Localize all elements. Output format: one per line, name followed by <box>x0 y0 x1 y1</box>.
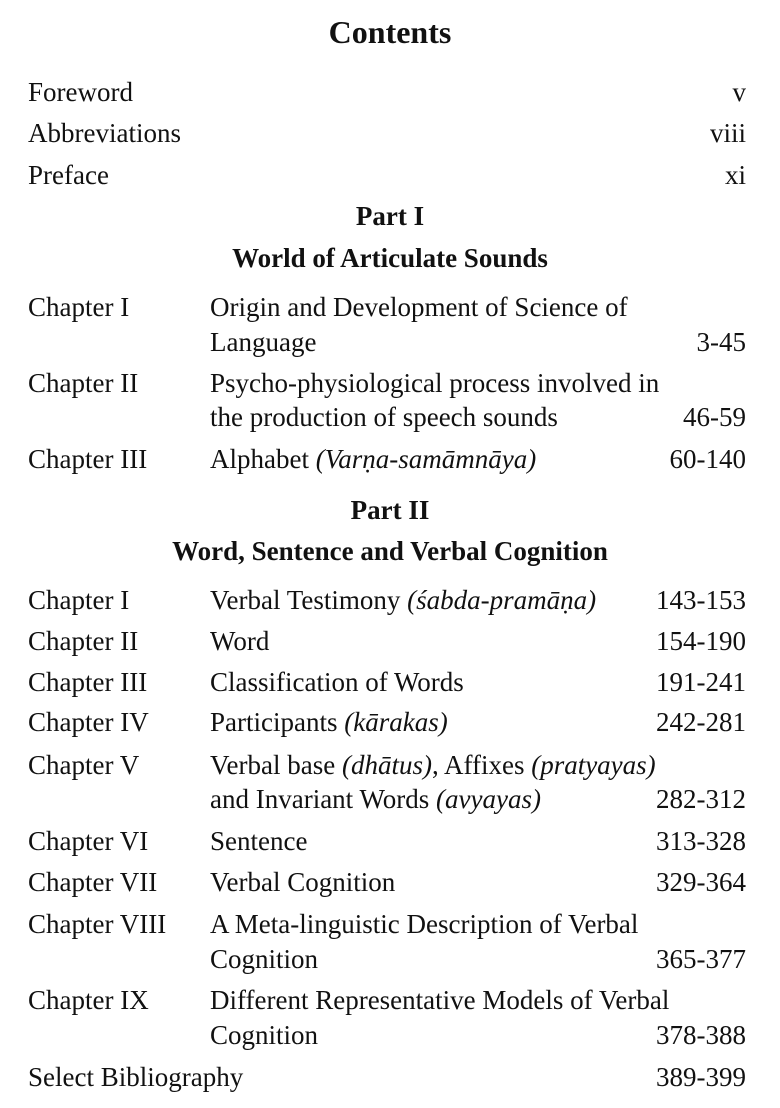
title-italic: (śabda-pramāṇa) <box>407 585 597 615</box>
title-text: , Affixes <box>431 750 532 780</box>
title-italic: (kārakas) <box>344 707 448 737</box>
chapter-label: Chapter IV <box>28 707 149 737</box>
chapter-pages: 3-45 <box>696 327 746 357</box>
chapter-pages: 329-364 <box>656 867 746 897</box>
chapter-pages: 282-312 <box>656 784 746 814</box>
chapter-title-cont <box>210 783 541 815</box>
chapter-title: Origin and Development of Science of <box>210 292 628 322</box>
title-text: Verbal Testimony <box>210 585 408 615</box>
chapter-pages: 60-140 <box>669 444 746 474</box>
title-text: Participants <box>210 707 345 737</box>
chapter-title: Verbal Cognition <box>210 867 396 897</box>
chapter-title: Different Representative Models of Verbal <box>210 985 670 1015</box>
chapter-title <box>210 749 656 781</box>
chapter-label: Chapter VI <box>28 826 149 856</box>
title-italic: (pratyayas) <box>531 750 656 780</box>
chapter-title-cont: the production of speech sounds <box>210 402 558 432</box>
chapter-title <box>210 443 536 475</box>
chapter-pages: 154-190 <box>656 626 746 656</box>
chapter-pages: 46-59 <box>683 402 746 432</box>
chapter-title <box>210 706 448 738</box>
toc-foreword-pages: v <box>732 77 746 107</box>
toc-bibliography-pages: 389-399 <box>656 1062 746 1092</box>
chapter-label: Chapter III <box>28 444 148 474</box>
chapter-title: A Meta-linguistic Description of Verbal <box>210 909 639 939</box>
title-italic: (dhātus) <box>341 750 432 780</box>
part-heading: Part I <box>355 201 425 231</box>
title-text: Verbal base <box>210 750 342 780</box>
chapter-label: Chapter II <box>28 626 139 656</box>
toc-foreword-label: Foreword <box>28 77 133 107</box>
chapter-label: Chapter I <box>28 585 130 615</box>
chapter-pages: 313-328 <box>656 826 746 856</box>
chapter-pages: 143-153 <box>656 585 746 615</box>
title-italic: (avyayas) <box>436 784 541 814</box>
chapter-label: Chapter VIII <box>28 909 167 939</box>
title-italic: (Varṇa-samāmnāya) <box>315 444 537 474</box>
part-subtitle: Word, Sentence and Verbal Cognition <box>172 536 608 566</box>
chapter-title: Sentence <box>210 826 308 856</box>
page-title: Contents <box>328 14 452 50</box>
part-subtitle: World of Articulate Sounds <box>232 243 548 273</box>
chapter-label: Chapter II <box>28 368 139 398</box>
chapter-title-cont: Language <box>210 327 317 357</box>
chapter-title: Psycho-physiological process involved in <box>210 368 660 398</box>
chapter-label: Chapter VII <box>28 867 158 897</box>
title-text: Alphabet <box>210 444 316 474</box>
chapter-title: Classification of Words <box>210 667 464 697</box>
chapter-label: Chapter V <box>28 750 140 780</box>
toc-abbreviations-label: Abbreviations <box>28 118 181 148</box>
title-text: and Invariant Words <box>210 784 437 814</box>
chapter-label: Chapter I <box>28 292 130 322</box>
toc-preface-pages: xi <box>724 160 746 190</box>
chapter-pages: 378-388 <box>656 1020 746 1050</box>
chapter-pages: 242-281 <box>656 707 746 737</box>
chapter-label: Chapter IX <box>28 985 149 1015</box>
part-heading: Part II <box>350 495 430 525</box>
toc-bibliography-label: Select Bibliography <box>28 1062 244 1092</box>
chapter-title <box>210 584 596 616</box>
chapter-title-cont: Cognition <box>210 1020 319 1050</box>
chapter-title: Word <box>210 626 270 656</box>
chapter-label: Chapter III <box>28 667 148 697</box>
toc-abbreviations-pages: viii <box>709 118 746 148</box>
chapter-pages: 365-377 <box>656 944 746 974</box>
chapter-title-cont: Cognition <box>210 944 319 974</box>
toc-preface-label: Preface <box>28 160 109 190</box>
chapter-pages: 191-241 <box>656 667 746 697</box>
